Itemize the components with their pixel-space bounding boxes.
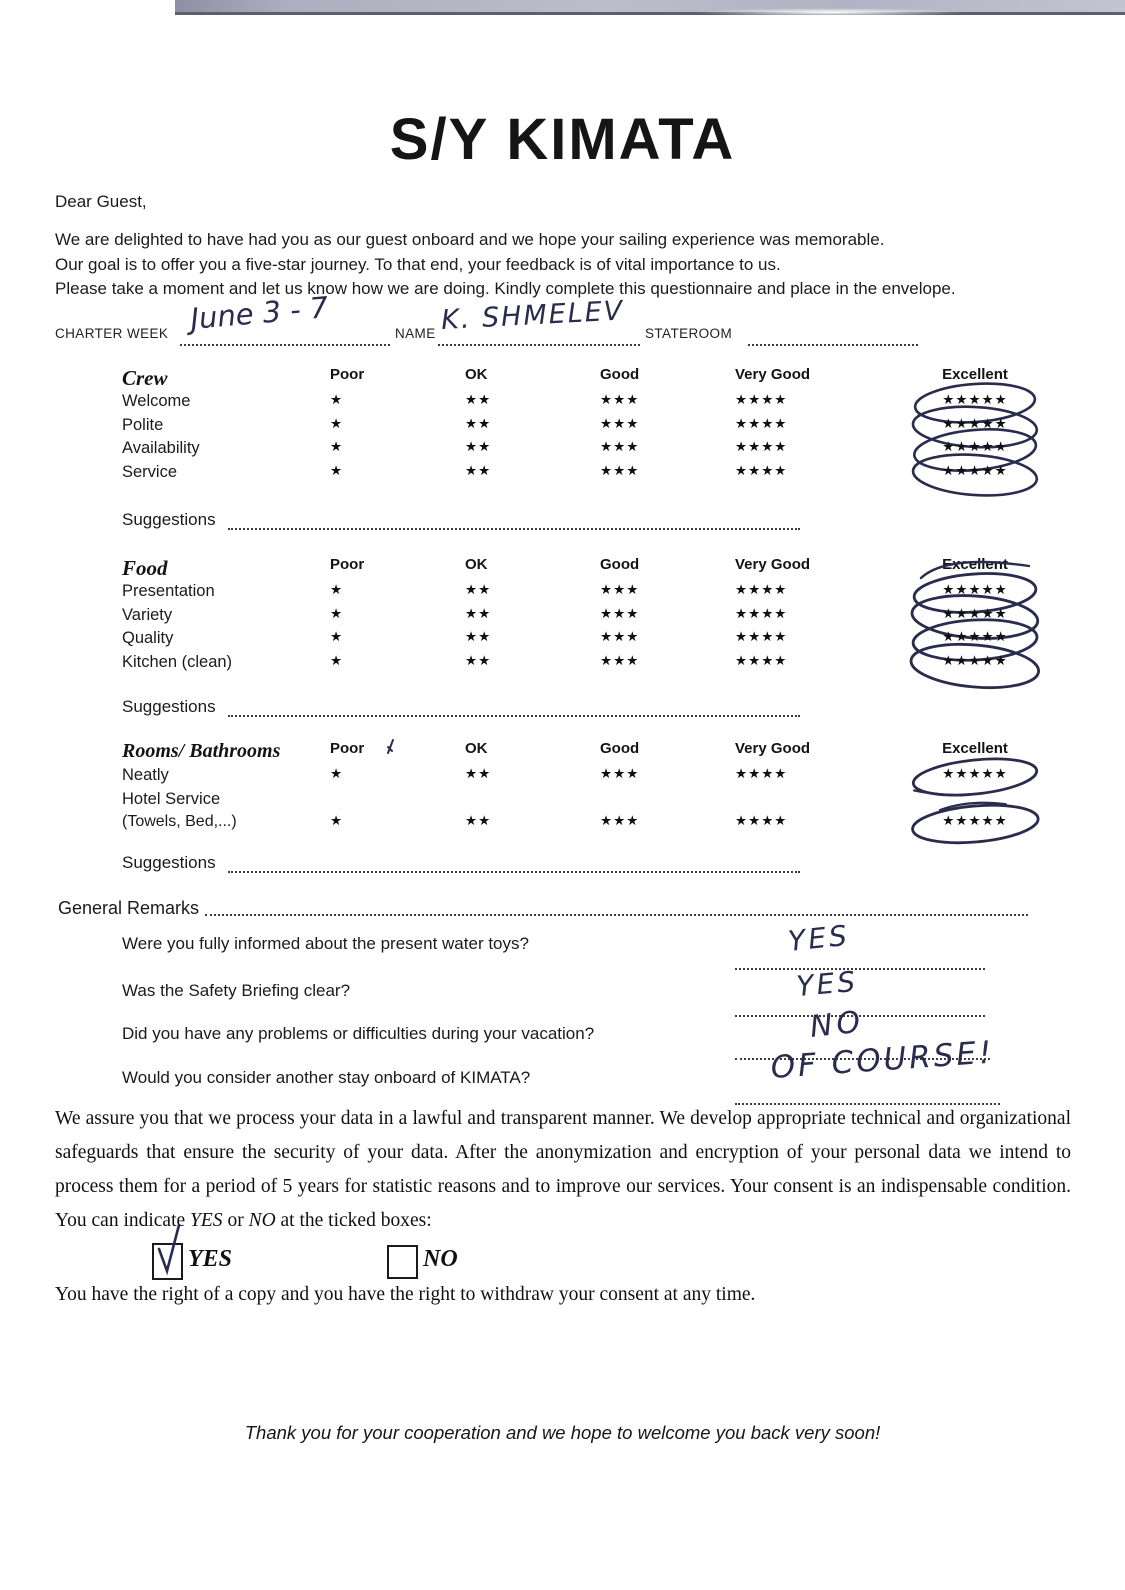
rating-option-1star[interactable]: ★	[330, 813, 344, 828]
col-header-ok: OK	[465, 366, 488, 383]
rating-option-1star[interactable]: ★	[330, 605, 344, 621]
rating-option-3star[interactable]: ★★★	[600, 439, 640, 454]
col-header-good: Good	[600, 556, 640, 573]
rating-option-5star-selected[interactable]: ★★★★★	[935, 813, 1015, 837]
charter-week-field[interactable]	[180, 344, 390, 346]
rating-option-3star[interactable]: ★★★	[600, 392, 640, 407]
rating-option-4star[interactable]: ★★★★	[735, 813, 788, 828]
scanner-edge-artifact	[175, 0, 1125, 15]
answer-handwriting: YES	[795, 964, 860, 1003]
rating-option-1star[interactable]: ★	[330, 582, 344, 597]
rating-option-1star[interactable]: ★	[330, 652, 344, 668]
rating-option-5star-selected[interactable]: ★★★★★	[935, 582, 1015, 606]
rating-option-4star[interactable]: ★★★★	[735, 582, 788, 597]
crew-title: Crew	[122, 366, 168, 390]
rating-option-2star[interactable]: ★★	[465, 629, 492, 644]
question-problems: Did you have any problems or difficulties during your vacation?	[122, 1024, 595, 1043]
rating-option-5star-selected[interactable]: ★★★★★	[935, 392, 1015, 416]
rating-option-1star[interactable]: ★	[330, 766, 344, 781]
rating-option-2star[interactable]: ★★	[465, 813, 492, 828]
rating-option-2star[interactable]: ★★	[465, 415, 492, 431]
rating-option-4star[interactable]: ★★★★	[735, 605, 788, 621]
col-header-verygood: Very Good	[735, 556, 811, 573]
rating-option-3star[interactable]: ★★★	[600, 582, 640, 597]
rating-option-1star[interactable]: ★	[330, 462, 344, 478]
rating-row-welcome: Welcome ★ ★★ ★★★ ★★★★ ★★★★★	[122, 392, 1022, 416]
intro-line: Our goal is to offer you a five-star journey. To that end, your feedback is of vital importance to us.	[55, 254, 781, 274]
rating-option-1star[interactable]: ★	[330, 439, 344, 454]
no-word: NO	[248, 1210, 276, 1231]
rating-option-4star[interactable]: ★★★★	[735, 462, 788, 478]
rating-option-3star[interactable]: ★★★	[600, 652, 640, 668]
rating-option-5star-selected[interactable]: ★★★★★	[935, 653, 1015, 677]
rating-row-availability: Availability ★ ★★ ★★★ ★★★★ ★★★★★	[122, 439, 1022, 463]
checkmark-icon	[152, 1243, 180, 1276]
col-header-excellent: Excellent	[942, 740, 1008, 757]
col-header-excellent: Excellent	[935, 556, 1015, 582]
rating-option-3star[interactable]: ★★★	[600, 415, 640, 431]
rating-row-hotel-service: (Towels, Bed,...) ★ ★★ ★★★ ★★★★ ★★★★★	[122, 813, 1022, 837]
food-title: Food	[122, 556, 168, 580]
rating-row-polite: Polite ★ ★★ ★★★ ★★★★ ★★★★★	[122, 416, 1022, 440]
rating-option-5star-selected[interactable]: ★★★★★	[935, 606, 1015, 630]
rating-row-neatly: Neatly ★ ★★ ★★★ ★★★★ ★★★★★	[122, 766, 1022, 790]
col-header-good: Good	[600, 740, 640, 757]
stateroom-field[interactable]	[748, 344, 918, 346]
rooms-suggestions: Suggestions	[122, 853, 216, 873]
crew-suggestions: Suggestions	[122, 510, 216, 530]
rooms-suggestions-field[interactable]	[228, 871, 800, 873]
page-title: S/Y KIMATA	[389, 107, 736, 172]
general-remarks-field[interactable]	[205, 914, 1028, 916]
question-another-stay: Would you consider another stay onboard of KIMATA?	[122, 1068, 531, 1087]
rating-option-2star[interactable]: ★★	[465, 462, 492, 478]
answer-handwriting: YES	[786, 918, 852, 958]
rating-option-3star[interactable]: ★★★	[600, 462, 640, 478]
rating-option-3star[interactable]: ★★★	[600, 766, 640, 781]
ink-stray-mark	[384, 738, 396, 756]
rating-row-variety: Variety ★ ★★ ★★★ ★★★★ ★★★★★	[122, 606, 1022, 630]
rooms-title: Rooms/ Bathrooms	[122, 740, 281, 762]
col-header-verygood: Very Good	[735, 740, 811, 757]
yes-word: YES	[190, 1210, 223, 1231]
rating-option-4star[interactable]: ★★★★	[735, 766, 788, 781]
consent-no-label: NO	[423, 1246, 458, 1272]
rating-option-2star[interactable]: ★★	[465, 392, 492, 407]
rating-option-1star[interactable]: ★	[330, 392, 344, 407]
stateroom-label: STATEROOM	[645, 326, 733, 341]
charter-week-label: CHARTER WEEK	[55, 326, 169, 341]
rating-option-2star[interactable]: ★★	[465, 766, 492, 781]
col-header-poor: Poor	[330, 366, 365, 383]
rating-row-hotel-service-label: Hotel Service	[122, 789, 221, 808]
consent-no-checkbox[interactable]	[387, 1245, 418, 1279]
rating-option-5star-selected[interactable]: ★★★★★	[935, 463, 1015, 487]
salutation: Dear Guest,	[55, 192, 147, 211]
rating-option-4star[interactable]: ★★★★	[735, 629, 788, 644]
intro-paragraph	[55, 228, 956, 302]
rating-option-2star[interactable]: ★★	[465, 582, 492, 597]
crew-section	[122, 366, 1022, 486]
question-water-toys: Were you fully informed about the present water toys?	[122, 934, 529, 953]
intro-line: We are delighted to have had you as our guest onboard and we hope your sailing experience was memorable.	[55, 230, 885, 249]
rating-row-presentation: Presentation ★ ★★ ★★★ ★★★★ ★★★★★	[122, 582, 1022, 606]
rating-option-5star-selected[interactable]: ★★★★★	[935, 439, 1015, 463]
rating-option-3star[interactable]: ★★★	[600, 605, 640, 621]
crew-suggestions-field[interactable]	[228, 528, 800, 530]
charter-week-handwriting: June 3 - 7	[189, 290, 330, 336]
rating-option-2star[interactable]: ★★	[465, 652, 492, 668]
rating-option-1star[interactable]: ★	[330, 415, 344, 431]
rating-option-4star[interactable]: ★★★★	[735, 439, 788, 454]
answer-field[interactable]	[735, 968, 985, 970]
col-header-poor: Poor	[330, 556, 365, 573]
name-label: NAME	[395, 326, 436, 341]
col-header-good: Good	[600, 366, 640, 383]
rating-row-quality: Quality ★ ★★ ★★★ ★★★★ ★★★★★	[122, 629, 1022, 653]
question-safety-briefing: Was the Safety Briefing clear?	[122, 981, 351, 1000]
rating-option-2star[interactable]: ★★	[465, 605, 492, 621]
consent-yes-label: YES	[188, 1246, 233, 1272]
answer-handwriting: NO	[808, 1004, 866, 1045]
food-section	[122, 556, 1022, 676]
rating-row-kitchen: Kitchen (clean) ★ ★★ ★★★ ★★★★ ★★★★★	[122, 653, 1022, 677]
col-header-poor: Poor	[330, 740, 465, 766]
rating-option-4star[interactable]: ★★★★	[735, 392, 788, 407]
pen-circle	[910, 448, 1041, 499]
thank-you-line: Thank you for your cooperation and we hope to welcome you back very soon!	[244, 1422, 881, 1443]
consent-paragraph: We assure you that we process your data in a lawful and transparent manner. We develop appropriate technical and organizational safeguards that ensure the security of your data. After the anonymization and encryption of your personal data we intend to process them for a period of 5 years for statistic reasons and to improve our services. Your consent is an indispensable condition. You can indicate YES or NO at the ticked boxes:	[55, 1108, 1071, 1231]
answer-handwriting: OF COURSE!	[769, 1034, 996, 1086]
consent-rights-line: You have the right of a copy and you have the right to withdraw your consent at any time.	[55, 1284, 756, 1305]
food-suggestions-field[interactable]	[228, 715, 800, 717]
name-handwriting: K. SHMELEV	[440, 295, 625, 336]
rooms-section	[122, 740, 1022, 837]
col-header-ok: OK	[465, 556, 488, 573]
name-field[interactable]	[438, 344, 640, 346]
rating-option-5star-selected[interactable]: ★★★★★	[935, 416, 1015, 440]
rating-option-5star-selected[interactable]: ★★★★★	[935, 629, 1015, 653]
rating-option-2star[interactable]: ★★	[465, 439, 492, 454]
rating-option-5star-selected[interactable]: ★★★★★	[935, 766, 1015, 790]
general-remarks-label: General Remarks	[58, 898, 200, 918]
col-header-excellent: Excellent	[942, 366, 1008, 383]
rating-option-3star[interactable]: ★★★	[600, 813, 640, 828]
rating-option-3star[interactable]: ★★★	[600, 629, 640, 644]
rating-row-service: Service ★ ★★ ★★★ ★★★★ ★★★★★	[122, 463, 1022, 487]
rating-option-1star[interactable]: ★	[330, 629, 344, 644]
food-suggestions: Suggestions	[122, 697, 216, 717]
rating-option-4star[interactable]: ★★★★	[735, 652, 788, 668]
rating-option-4star[interactable]: ★★★★	[735, 415, 788, 431]
col-header-ok: OK	[465, 740, 488, 757]
col-header-verygood: Very Good	[735, 366, 811, 383]
intro-line: Please take a moment and let us know how we are doing. Kindly complete this questionnaire and place in the envelope.	[55, 279, 956, 298]
